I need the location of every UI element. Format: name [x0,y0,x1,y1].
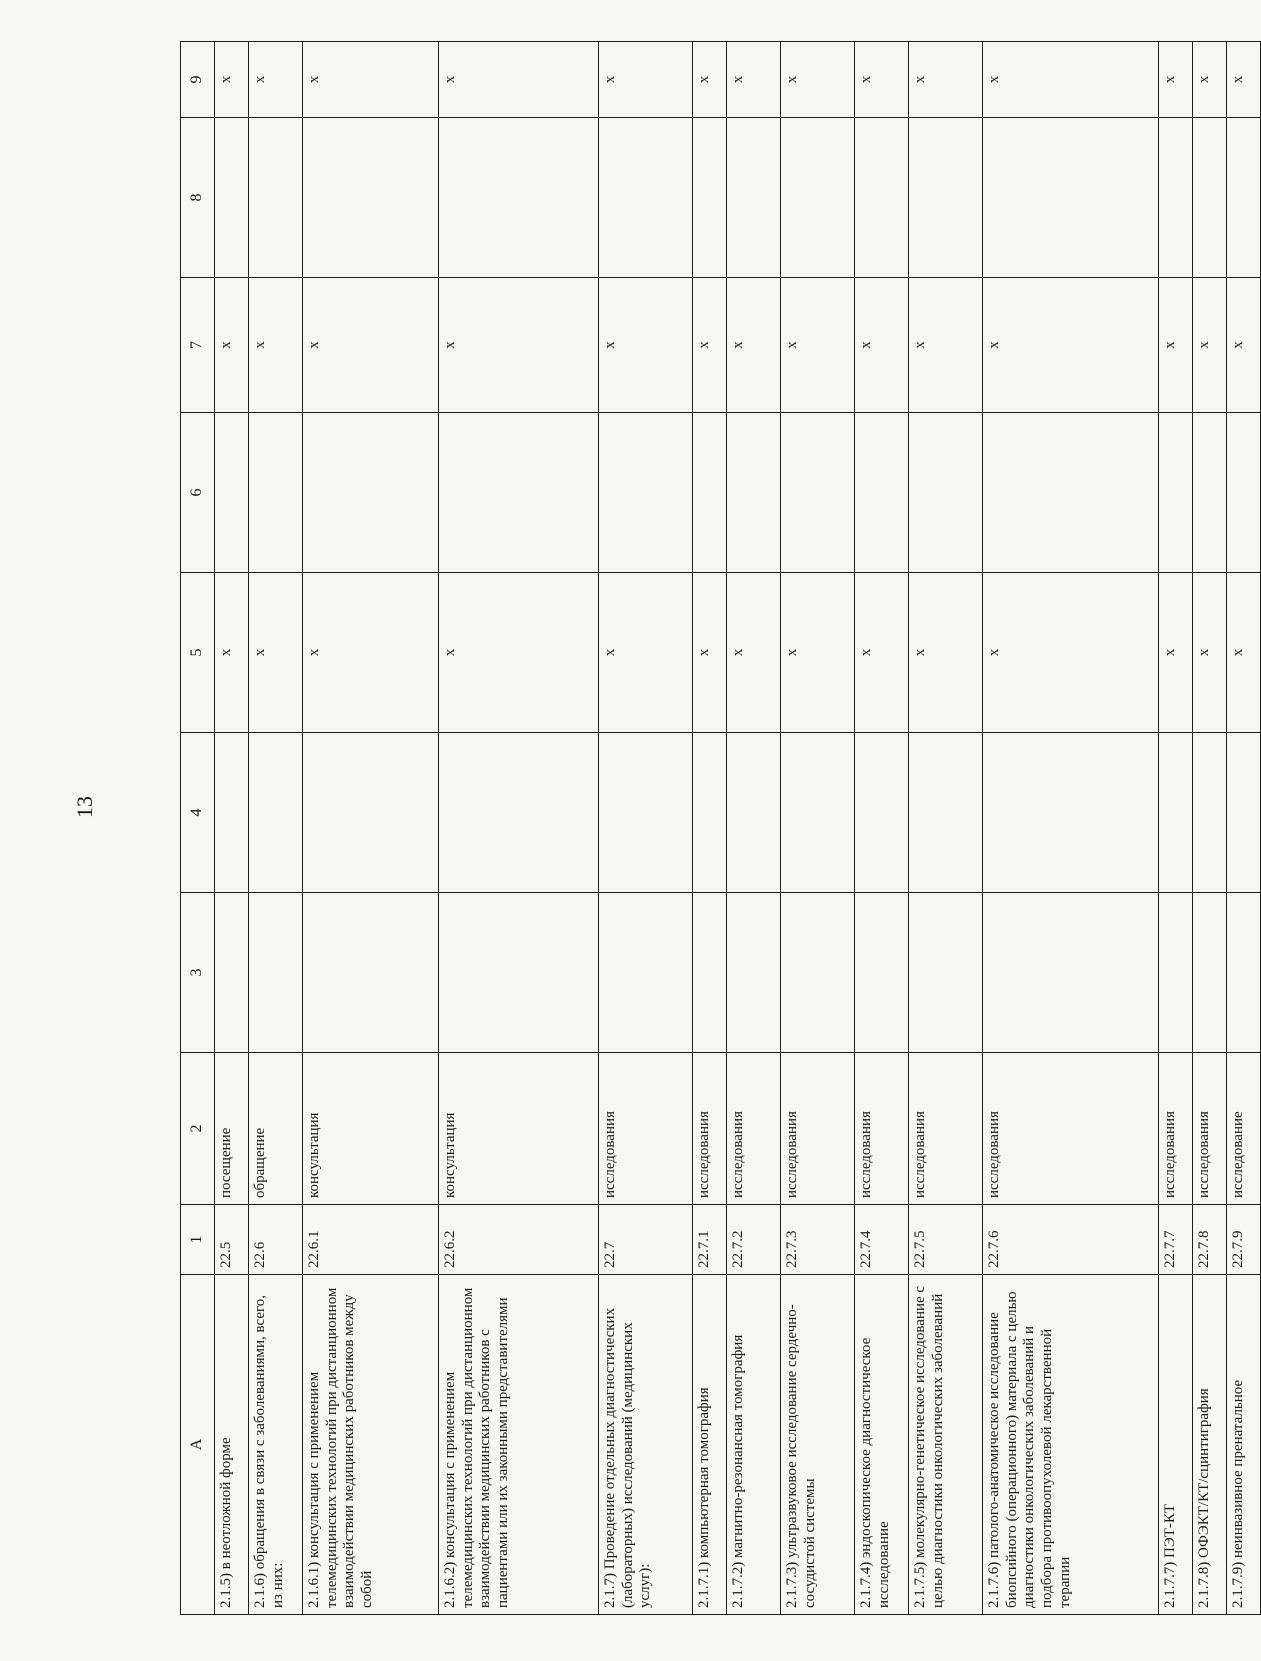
cell-8 [599,118,693,278]
row-label: 2.1.7.4) эндоскопическое диагностическое исследование [855,1275,909,1615]
cell-8 [1227,118,1261,278]
cell-6 [439,413,599,573]
table-row [1227,42,1261,1615]
header-a: А [181,1275,215,1615]
row-code: 22.7.6 [983,1205,1159,1275]
cell-4 [303,733,439,893]
row-code: 22.5 [215,1205,249,1275]
row-unit: исследования [727,1053,781,1205]
row-code: 22.7.3 [781,1205,855,1275]
cell-5: х [909,573,983,733]
cell-8 [909,118,983,278]
row-label: 2.1.5) в неотложной форме [215,1275,249,1615]
row-unit: исследования [1193,1053,1227,1205]
cell-5: х [215,573,249,733]
row-unit: консультация [303,1053,439,1205]
cell-7: х [215,278,249,413]
cell-7: х [1227,278,1261,413]
cell-8 [1159,118,1193,278]
table-row [983,42,1159,1615]
row-unit: исследования [855,1053,909,1205]
row-code: 22.7.4 [855,1205,909,1275]
cell-5: х [855,573,909,733]
row-code: 22.7 [599,1205,693,1275]
cell-6 [983,413,1159,573]
table-row [1193,42,1227,1615]
cell-3 [1227,893,1261,1053]
cell-8 [781,118,855,278]
cell-4 [727,733,781,893]
row-label: 2.1.7.9) неинвазивное пренатальное [1227,1275,1261,1615]
cell-8 [855,118,909,278]
table-row [439,42,599,1615]
row-label: 2.1.7.6) патолого-анатомическое исследование биопсийного (операционного) материала с целью диагностики онкологических заболеваний и подбора противоопухолевой лекарственной терапии [983,1275,1159,1615]
cell-5: х [1227,573,1261,733]
row-code: 22.6 [249,1205,303,1275]
cell-7: х [1193,278,1227,413]
cell-5: х [599,573,693,733]
cell-9: х [249,42,303,118]
cell-5: х [781,573,855,733]
cell-4 [249,733,303,893]
row-unit: исследования [1159,1053,1193,1205]
row-label: 2.1.7.8) ОФЭКТ/КТ/сцинтиграфия [1193,1275,1227,1615]
table-row [781,42,855,1615]
row-unit: посещение [215,1053,249,1205]
cell-9: х [855,42,909,118]
cell-3 [1159,893,1193,1053]
row-unit: исследование [1227,1053,1261,1205]
cell-7: х [781,278,855,413]
cell-7: х [1159,278,1193,413]
cell-4 [439,733,599,893]
table-row [1159,42,1193,1615]
header-3: 3 [181,893,215,1053]
header-7: 7 [181,278,215,413]
cell-5: х [303,573,439,733]
row-code: 22.6.2 [439,1205,599,1275]
cell-7: х [303,278,439,413]
cell-5: х [1159,573,1193,733]
cell-6 [693,413,727,573]
cell-7: х [855,278,909,413]
cell-8 [215,118,249,278]
cell-9: х [1159,42,1193,118]
row-unit: исследования [909,1053,983,1205]
row-label: 2.1.7.5) молекулярно-генетическое исследование с целью диагностики онкологических заболеваний [909,1275,983,1615]
row-code: 22.6.1 [303,1205,439,1275]
cell-7: х [439,278,599,413]
cell-9: х [693,42,727,118]
row-label: 2.1.7.1) компьютерная томография [693,1275,727,1615]
cell-8 [303,118,439,278]
cell-8 [1193,118,1227,278]
data-table [180,41,1261,1615]
cell-8 [249,118,303,278]
row-code: 22.7.9 [1227,1205,1261,1275]
cell-8 [727,118,781,278]
cell-4 [1193,733,1227,893]
table-row [249,42,303,1615]
row-code: 22.7.7 [1159,1205,1193,1275]
cell-8 [693,118,727,278]
cell-3 [983,893,1159,1053]
row-label: 2.1.6.2) консультация с применением телемедицинских технологий при дистанционном взаимодействии медицинских работников с пациентами или их законными представителями [439,1275,599,1615]
cell-5: х [249,573,303,733]
row-unit: обращение [249,1053,303,1205]
row-code: 22.7.2 [727,1205,781,1275]
row-label: 2.1.7.2) магнитно-резонансная томография [727,1275,781,1615]
cell-4 [855,733,909,893]
cell-3 [303,893,439,1053]
header-4: 4 [181,733,215,893]
cell-9: х [439,42,599,118]
row-code: 22.7.8 [1193,1205,1227,1275]
table-row [215,42,249,1615]
cell-9: х [983,42,1159,118]
cell-6 [303,413,439,573]
table-row [599,42,693,1615]
cell-5: х [1193,573,1227,733]
cell-3 [249,893,303,1053]
table-row [727,42,781,1615]
row-label: 2.1.7.3) ультразвуковое исследование сердечно-сосудистой системы [781,1275,855,1615]
cell-5: х [439,573,599,733]
cell-6 [855,413,909,573]
cell-4 [983,733,1159,893]
cell-3 [855,893,909,1053]
header-9: 9 [181,42,215,118]
row-unit: исследования [983,1053,1159,1205]
cell-5: х [693,573,727,733]
cell-5: х [727,573,781,733]
cell-4 [909,733,983,893]
cell-6 [599,413,693,573]
row-label: 2.1.6.1) консультация с применением телемедицинских технологий при дистанционном взаимодействии медицинских работников между собой [303,1275,439,1615]
cell-9: х [781,42,855,118]
cell-6 [1193,413,1227,573]
cell-7: х [727,278,781,413]
table-row [909,42,983,1615]
cell-9: х [727,42,781,118]
header-8: 8 [181,118,215,278]
page-number: 13 [72,796,97,818]
row-unit: исследования [693,1053,727,1205]
cell-3 [215,893,249,1053]
cell-7: х [249,278,303,413]
cell-7: х [599,278,693,413]
row-unit: исследования [781,1053,855,1205]
cell-3 [727,893,781,1053]
cell-7: х [983,278,1159,413]
cell-8 [983,118,1159,278]
cell-3 [781,893,855,1053]
rotated-table-container [180,42,1246,1615]
row-label: 2.1.7.7) ПЭТ-КТ [1159,1275,1193,1615]
row-code: 22.7.1 [693,1205,727,1275]
header-6: 6 [181,413,215,573]
cell-3 [693,893,727,1053]
header-row [181,42,215,1615]
cell-4 [1159,733,1193,893]
cell-4 [693,733,727,893]
cell-4 [215,733,249,893]
header-5: 5 [181,573,215,733]
cell-4 [781,733,855,893]
cell-9: х [303,42,439,118]
cell-6 [909,413,983,573]
cell-9: х [599,42,693,118]
cell-3 [909,893,983,1053]
cell-9: х [215,42,249,118]
row-label: 2.1.6) обращения в связи с заболеваниями, всего, из них: [249,1275,303,1615]
cell-6 [781,413,855,573]
header-2: 2 [181,1053,215,1205]
row-unit: исследования [599,1053,693,1205]
cell-6 [727,413,781,573]
cell-9: х [909,42,983,118]
cell-9: х [1193,42,1227,118]
cell-3 [599,893,693,1053]
row-code: 22.7.5 [909,1205,983,1275]
cell-7: х [693,278,727,413]
header-1: 1 [181,1205,215,1275]
cell-7: х [909,278,983,413]
cell-3 [439,893,599,1053]
cell-9: х [1227,42,1261,118]
table-row [855,42,909,1615]
cell-3 [1193,893,1227,1053]
cell-8 [439,118,599,278]
cell-4 [599,733,693,893]
cell-6 [249,413,303,573]
row-unit: консультация [439,1053,599,1205]
cell-5: х [983,573,1159,733]
cell-4 [1227,733,1261,893]
table-row [693,42,727,1615]
cell-6 [1227,413,1261,573]
row-label: 2.1.7) Проведение отдельных диагностических (лабораторных) исследований (медицинских услуг): [599,1275,693,1615]
cell-6 [1159,413,1193,573]
cell-6 [215,413,249,573]
table-row [303,42,439,1615]
